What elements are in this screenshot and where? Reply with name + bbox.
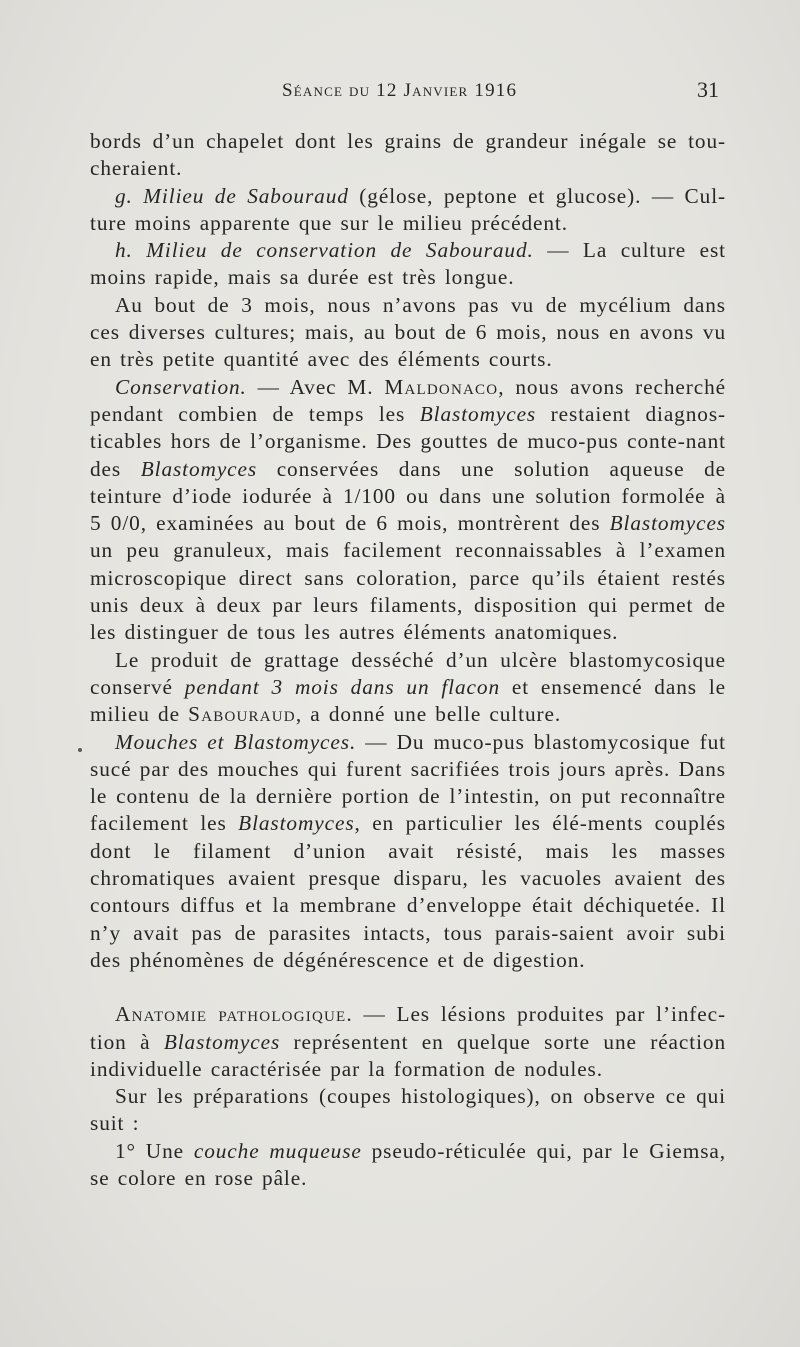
genus-name: Blastomyces [163,1029,281,1054]
item-letter: h. [115,238,147,263]
page-number: 31 [697,77,719,102]
section-title: Anatomie pathologique [115,1002,347,1027]
paragraph-mouches [90,729,726,975]
text-run: — Du muco-pus blastomycosique fut sucé par des mouches qui furent sacrifiées trois jours après. Dans le contenu de la dernière portion de l’intestin, on put reconnaître facilement les [90,729,726,836]
text-run: 1° Une [115,1138,194,1163]
paragraph-conservation [90,374,726,647]
text-run: . — Les lésions produites par l’infec-tion à [90,1002,726,1054]
author-name: Maldonaco [384,374,499,399]
author-name: Sabouraud [188,702,296,727]
paragraph-grattage [90,647,726,729]
paragraph-continuation [90,128,726,183]
paper-blemish [78,748,82,752]
paragraph-anatomie [90,1001,726,1083]
text-run: conservées dans une solution aqueuse de teinture d’iode iodurée à 1/100 ou dans une solution formolée à 5 0/0, examinées au bout de 6 mois, montrèrent des [90,456,726,536]
text-run: un peu granuleux, mais facilement reconnaissables à l’examen microscopique direct sans coloration, parce qu’ils étaient restés unis deux à deux par leurs filaments, disposition qui permet de les distinguer de tous les autres éléments anatomiques. [90,538,726,645]
genus-name: Blastomyces [140,456,258,481]
text-run: , nous avons recherché pendant combien de temps les [90,374,726,426]
text-run: pseudo-réticulée qui, par le Giemsa, se colore en rose pâle. [90,1138,726,1190]
text-run: Au bout de 3 mois, nous n’avons pas vu de mycélium dans ces diverses cultures; mais, au bout de 6 mois, nous en avons vu en très petite quantité avec des éléments courts. [90,292,726,372]
paragraph-mycelium [90,292,726,374]
text-run: — Avec M. [246,374,385,399]
text-run: restaient diagnos-ticables hors de l’organisme. Des gouttes de muco-pus conte-nant des [90,401,726,481]
section-title: Mouches et Blastomyces. [115,729,357,754]
medium-name: Milieu de Sabouraud [143,183,349,208]
paragraph-milieu-conservation [90,237,726,292]
text-run: , a donné une belle culture. [295,702,562,727]
genus-name: Blastomyces [238,811,355,836]
genus-name: Blastomyces [609,511,726,536]
text-run: et ensemencé dans le milieu de [90,674,726,727]
text-run: Le produit de grattage desséché d’un ulcère blastomycosique conservé [90,647,726,699]
paragraph-milieu-sabouraud [90,183,726,238]
medium-name: Milieu de conservation de Sabouraud. [146,238,534,263]
text-run: — La culture est moins rapide, mais sa durée est très longue. [90,238,726,290]
body-text [90,128,726,1192]
text-run: Sur les préparations (coupes histologiques), on observe ce qui suit : [90,1084,726,1136]
emphasis: couche muqueuse [193,1138,362,1163]
running-head: Séance du 12 Janvier 1916 [282,80,518,101]
section-title: Conservation. [115,374,247,399]
emphasis: pendant 3 mois dans un flacon [184,674,500,699]
genus-name: Blastomyces [419,401,537,426]
text-run: , en particulier les élé-ments couplés dont le filament d’union avait résisté, mais les masses chromatiques avaient presque disparu, les vacuoles avaient des contours diffus et la membrane d’enveloppe était déchiquetée. Il n’y avait pas de parasites intacts, tous parais-saient avoir subi des phénomènes de dégénérescence et de digestion. [90,811,726,972]
paragraph-couche-muqueuse [90,1138,726,1193]
item-letter: g. [115,183,144,208]
text-run: bords d’un chapelet dont les grains de grandeur inégale se tou-cheraient. [90,129,726,181]
paragraph-preparations [90,1083,726,1138]
text-run: représentent en quelque sorte une réaction individuelle caractérisée par la formation de nodules. [90,1029,726,1081]
page-header [0,77,800,110]
text-run: (gélose, peptone et glucose). — Cul-ture moins apparente que sur le milieu précédent. [90,183,727,235]
